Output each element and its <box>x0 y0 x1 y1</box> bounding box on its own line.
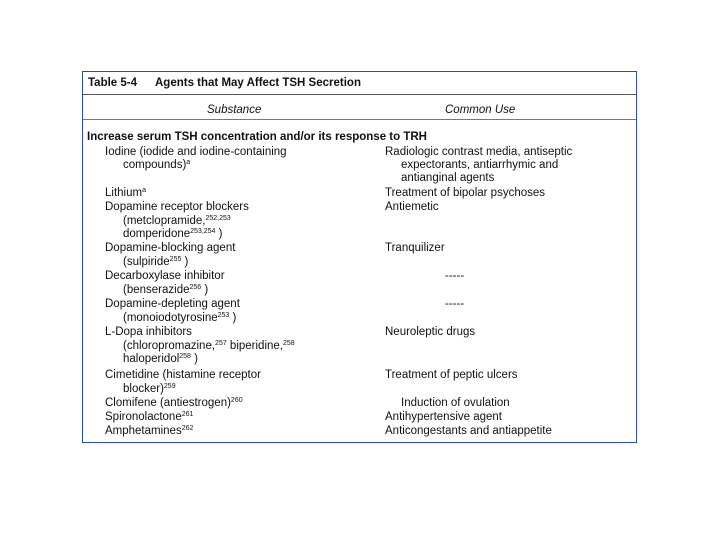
use-benserazide: ----- <box>445 270 465 282</box>
column-header-common-use: Common Use <box>445 104 516 116</box>
use-l-dopa-inhibitors: Neuroleptic drugs <box>385 326 476 338</box>
substance-l-dopa-inhibitors: L-Dopa inhibitors <box>105 326 192 338</box>
substance-cimetidine-line2: blocker)$^{259}$ <box>123 383 176 395</box>
substance-dopamine-receptor-blockers: Dopamine receptor blockers <box>105 201 249 213</box>
substance-lithium: Lithium$^a$ <box>105 187 146 199</box>
substance-spironolactone: Spironolactone$^{261}$ <box>105 411 194 423</box>
substance-decarboxylase-inhibitor: Decarboxylase inhibitor <box>105 270 225 282</box>
substance-amphetamines: Amphetamines$^{262}$ <box>105 425 194 437</box>
substance-haloperidol: haloperidol$^{258}$ ) <box>123 353 198 365</box>
substance-dopamine-blocking-agent: Dopamine-blocking agent <box>105 242 236 254</box>
substance-chlorpromazine-biperidine: (chloropromazine,$^{257}$ biperidine,$^{258}$ <box>123 340 295 352</box>
use-iodine: Radiologic contrast media, antiseptic <box>385 146 573 158</box>
section-heading: Increase serum TSH concentration and/or its response to TRH <box>87 131 427 143</box>
substance-cimetidine: Cimetidine (histamine receptor <box>105 369 261 381</box>
use-lithium: Treatment of bipolar psychoses <box>385 187 546 199</box>
substance-dopamine-depleting-agent: Dopamine-depleting agent <box>105 298 240 310</box>
table-title: Agents that May Affect TSH Secretion <box>155 77 361 89</box>
use-clomifene: Induction of ovulation <box>401 397 510 409</box>
use-iodine-line2: expectorants, antiarrhymic and <box>401 159 559 171</box>
column-header-rule <box>83 119 636 120</box>
use-spironolactone: Antihypertensive agent <box>385 411 502 423</box>
table-5-4 <box>82 71 637 443</box>
header-rule <box>83 94 636 95</box>
use-cimetidine: Treatment of peptic ulcers <box>385 369 518 381</box>
substance-monoiodotyrosine: (monoiodotyrosine$^{253}$ ) <box>123 312 237 324</box>
substance-clomifene: Clomifene (antiestrogen)$^{260}$ <box>105 397 243 409</box>
use-sulpiride: Tranquilizer <box>385 242 445 254</box>
substance-sulpiride: (sulpiride$^{255}$ ) <box>123 256 189 268</box>
substance-iodine: Iodine (iodide and iodine-containing <box>105 146 287 158</box>
use-monoiodotyrosine: ----- <box>445 298 465 310</box>
substance-domperidone: domperidone$^{253,254}$ ) <box>123 228 223 240</box>
substance-iodine-line2: compounds)$^a$ <box>123 159 191 171</box>
use-amphetamines: Anticongestants and antiappetite <box>385 425 552 437</box>
use-iodine-line3: antianginal agents <box>401 172 495 184</box>
column-header-substance: Substance <box>207 104 262 116</box>
table-number: Table 5-4 <box>88 77 137 89</box>
substance-metoclopramide: (metclopramide,$^{252,253}$ <box>123 215 231 227</box>
substance-benserazide: (benserazide$^{256}$ ) <box>123 284 209 296</box>
use-dopamine-receptor-blockers: Antiemetic <box>385 201 439 213</box>
